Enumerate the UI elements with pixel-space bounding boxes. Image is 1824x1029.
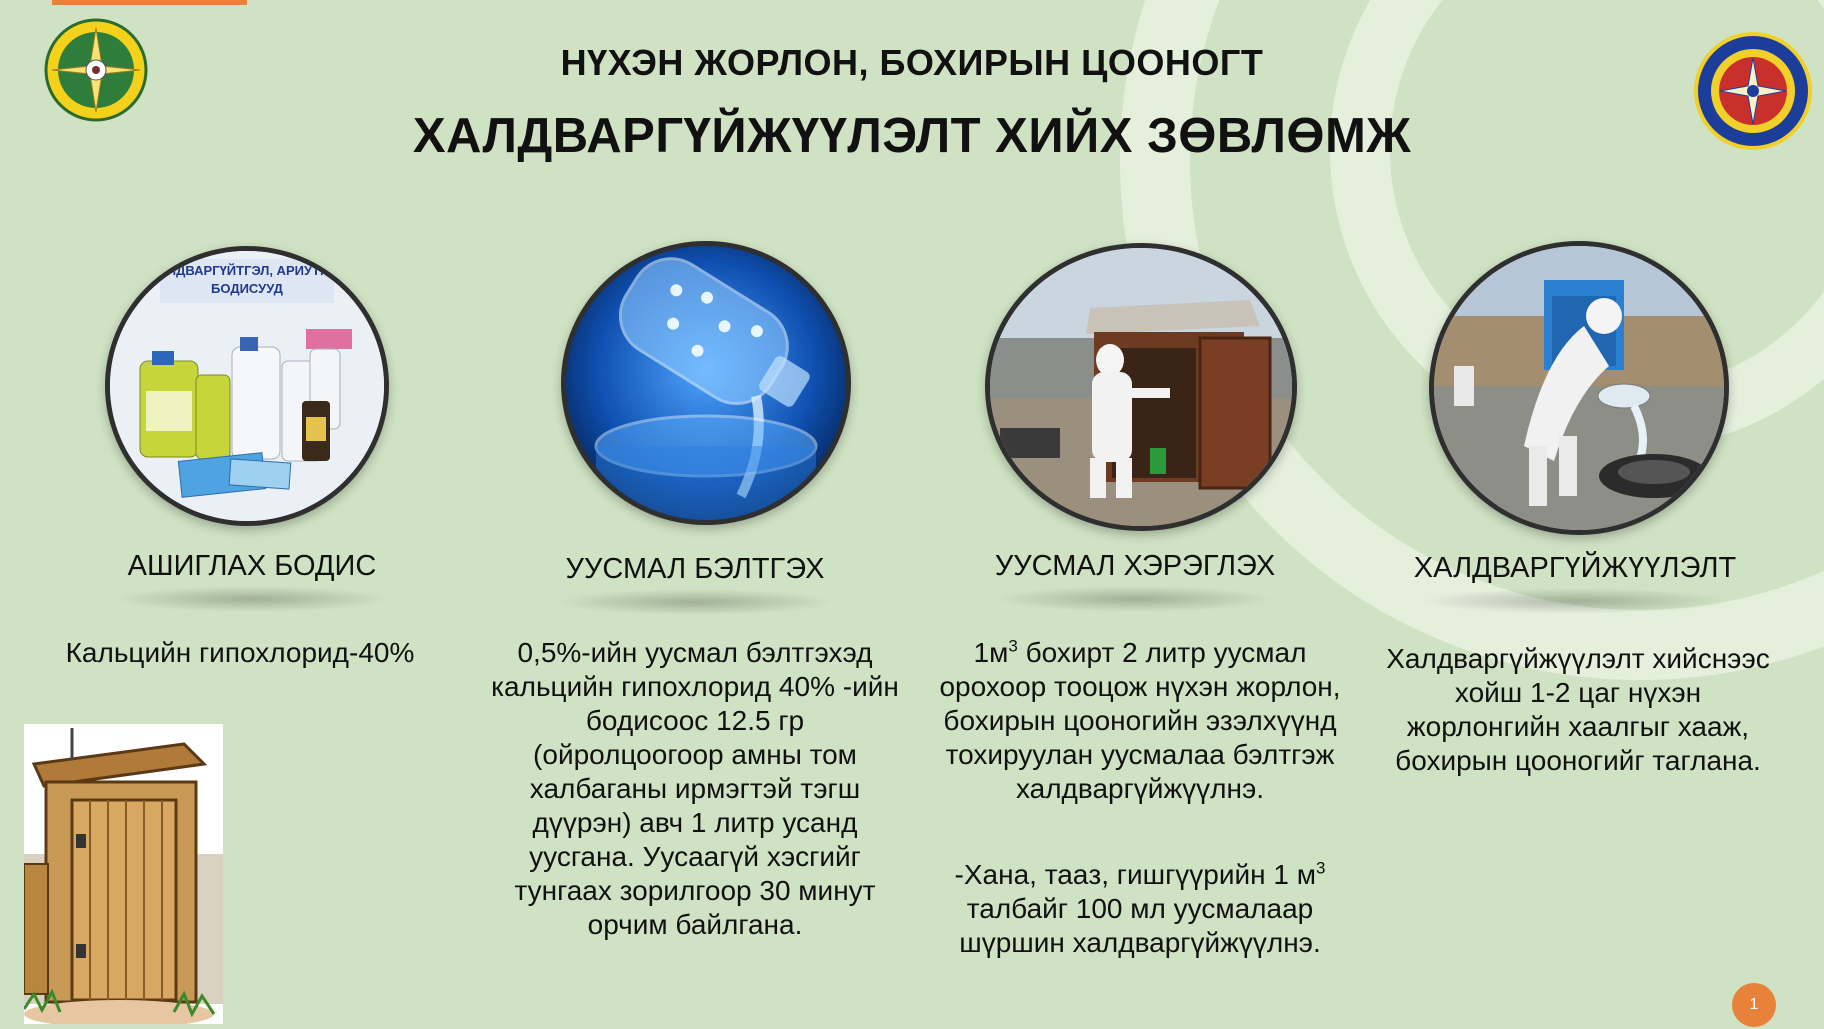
text-part: 1м: [973, 637, 1009, 668]
superscript: 3: [1008, 636, 1018, 656]
superscript: 3: [1315, 858, 1326, 878]
worker-spraying-image: [985, 243, 1297, 531]
column-text-use-solution-1: [930, 636, 1350, 806]
accent-strip: [52, 0, 247, 5]
column-text-prepare-solution: 0,5%-ийн уусмал бэлтгэхэд кальцийн гипохлорид 40% -ийн бодисоос 12.5 гр (ойролцоогоор амны том халбаганы ирмэгтэй тэгш дүүрэн) авч 1 литр усанд уусгана. Уусаагүй хэсгийг тунгаах зорилгоор 30 минут орчим байлгана.: [491, 637, 899, 940]
column-heading-use-solution: УУСМАЛ ХЭРЭГЛЭХ: [994, 550, 1276, 582]
column-heading-disinfection: ХАЛДВАРГҮЙЖҮҮЛЭЛТ: [1413, 552, 1737, 584]
slide-title-line1: НҮХЭН ЖОРЛОН, БОХИРЫН ЦООНОГТ: [560, 42, 1264, 83]
column-heading-substances: АШИГЛАХ БОДИС: [127, 550, 377, 582]
outhouse-illustration: [24, 724, 223, 1024]
worker-pouring-image: [1429, 241, 1729, 535]
text-part: -Хана, таaз, гишгүүрийн 1 м: [954, 859, 1316, 890]
column-text-disinfection: Халдваргүйжүүлэлт хийснээс хойш 1-2 цаг нүхэн жорлонгийн хаалгыг хааж, бохирын цооногийг таглана.: [1386, 643, 1770, 776]
text-part: бохирт 2 литр уусмал орохоор тооцож нүхэн жорлон, бохирын цооногийн эзэлхүүнд тохируулан уусмалаа бэлтгэж халдваргүйжүүлнэ.: [939, 637, 1341, 804]
image-label-line2: БОДИСУУД: [211, 281, 283, 296]
disinfectant-products-image: [105, 246, 389, 526]
image-label-line1: ХАЛДВАРГҮЙТГЭЛ, АРИУТГАЛ: [148, 263, 346, 278]
column-text-use-solution-2: [945, 858, 1335, 960]
heading-shadow: [995, 586, 1275, 612]
heading-shadow: [112, 586, 392, 612]
column-heading-prepare-solution: УУСМАЛ БЭЛТГЭХ: [565, 553, 825, 585]
slide-title-line2: ХАЛДВАРГҮЙЖҮҮЛЭЛТ ХИЙХ ЗӨВЛӨМЖ: [412, 109, 1412, 163]
heading-shadow: [555, 589, 835, 615]
page-number-badge: 1: [1732, 983, 1776, 1027]
column-text-substances: Кальцийн гипохлорид-40%: [65, 637, 415, 668]
heading-shadow: [1420, 588, 1730, 614]
water-bottle-image: [561, 241, 851, 525]
text-part: талбайг 100 мл уусмалаар шүршин халдваргүйжүүлнэ.: [959, 893, 1321, 958]
